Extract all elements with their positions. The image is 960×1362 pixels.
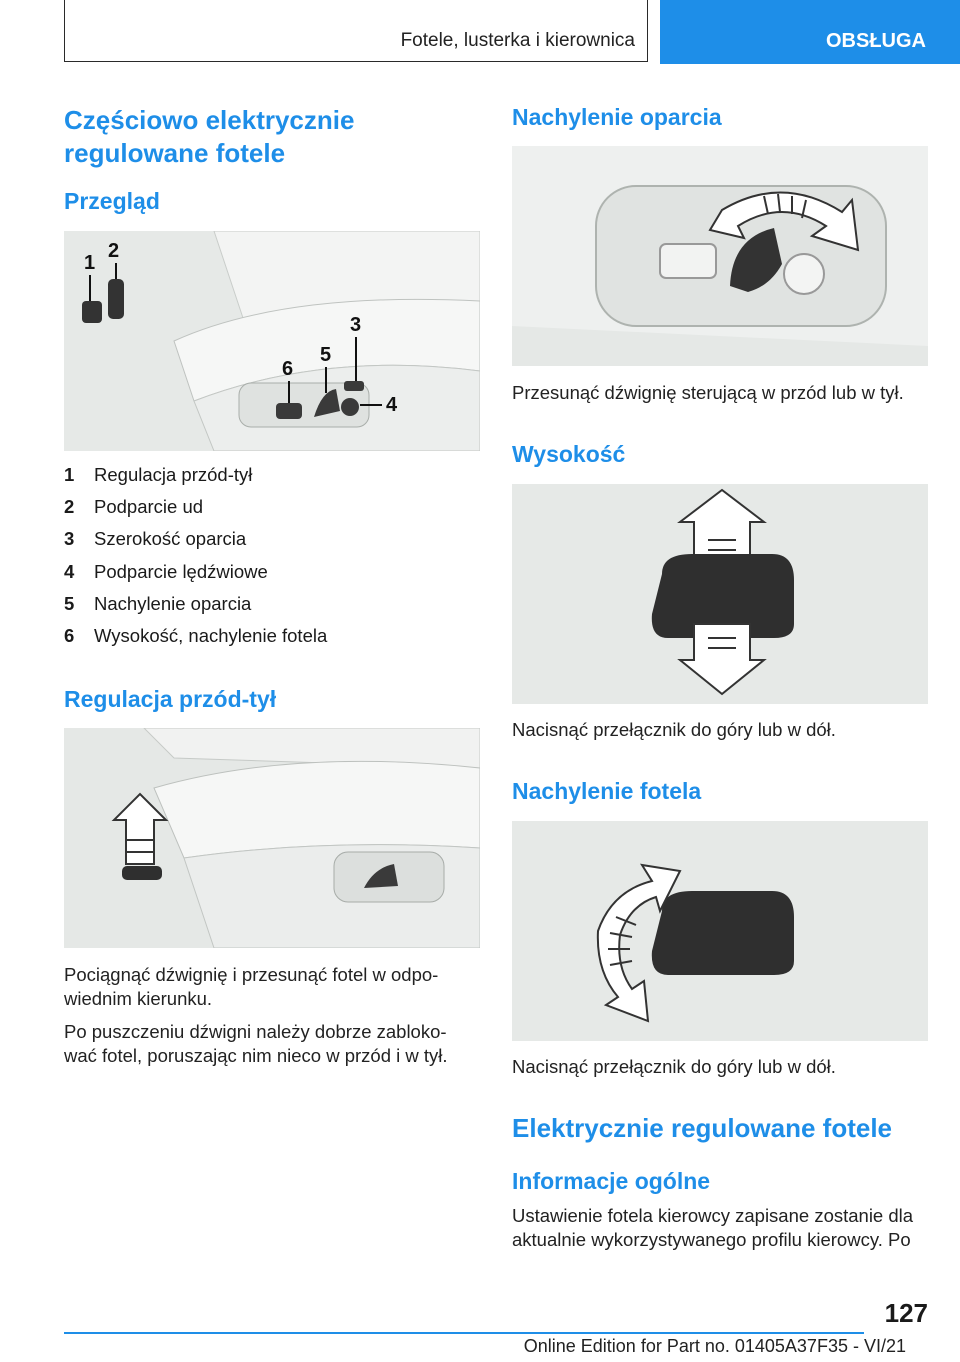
header-chapter-label: OBSŁUGA (826, 30, 926, 52)
callout-2: 2 (108, 240, 120, 262)
section-title (64, 104, 354, 170)
backrest-illustration (512, 146, 928, 366)
section-title-line2: regulowane fotele (64, 138, 286, 168)
callout-1: 1 (84, 252, 96, 274)
legend-label: Podparcie ud (94, 496, 204, 518)
callout-5: 5 (320, 344, 332, 366)
header-chapter-tab[interactable] (660, 0, 960, 64)
legend-number: 6 (64, 624, 75, 646)
height-caption: Nacisnąć przełącznik do góry lub w dół. (512, 719, 836, 740)
header-section-title: Fotele, lusterka i kierownica (400, 30, 635, 51)
general-info-paragraph (512, 1204, 932, 1252)
header-section-box (64, 0, 648, 62)
seat-overview-figure (64, 231, 480, 451)
fore-aft-paragraph-1 (64, 963, 480, 1011)
page-number: 127 (884, 1298, 928, 1328)
tilt-illustration (512, 821, 928, 1041)
legend-item (64, 561, 480, 593)
callout-6: 6 (282, 358, 294, 380)
legend-label: Podparcie lędźwiowe (94, 560, 268, 582)
general-info-heading: Informacje ogólne (512, 1168, 711, 1194)
overview-heading: Przegląd (64, 188, 160, 214)
backrest-caption: Przesunąć dźwignię sterującą w przód lub w tył. (512, 382, 904, 403)
overview-legend (64, 464, 480, 657)
backrest-heading: Nachylenie oparcia (512, 104, 722, 130)
height-heading: Wysokość (512, 441, 626, 467)
legend-number: 5 (64, 592, 75, 614)
height-figure (512, 484, 928, 704)
legend-number: 3 (64, 528, 75, 550)
height-illustration (512, 484, 928, 704)
backrest-figure (512, 146, 928, 366)
fore-aft-heading: Regulacja przód-tył (64, 686, 277, 712)
general-info-line2: aktualnie wykorzystywanego profilu kierowcy. Po (512, 1229, 911, 1250)
section-title-line1: Częściowo elektrycznie (64, 105, 355, 135)
general-info-line1: Ustawienie fotela kierowcy zapisane zostanie dla (512, 1205, 914, 1226)
legend-item (64, 625, 480, 657)
electric-heading: Elektrycznie regulowane fotele (512, 1113, 893, 1143)
fore-aft-p2-line1: Po puszczeniu dźwigni należy dobrze zabloko- (64, 1021, 447, 1042)
fore-aft-p1-line1: Pociągnąć dźwignię i przesunąć fotel w odpo- (64, 964, 439, 985)
callout-3: 3 (350, 314, 362, 336)
fore-aft-paragraph-2 (64, 1020, 480, 1068)
fore-aft-p2-line2: wać fotel, poruszając nim nieco w przód i w tył. (64, 1045, 448, 1066)
legend-number: 1 (64, 464, 75, 485)
legend-number: 2 (64, 496, 75, 518)
fore-aft-p1-line2: wiednim kierunku. (64, 988, 213, 1009)
legend-item (64, 528, 480, 560)
fore-aft-figure (64, 728, 480, 948)
legend-label: Wysokość, nachylenie fotela (94, 624, 328, 646)
seat-overview-illustration (64, 231, 480, 451)
legend-item (64, 496, 480, 528)
legend-label: Nachylenie oparcia (94, 592, 252, 614)
legend-item (64, 464, 480, 496)
legend-number: 4 (64, 560, 75, 582)
callout-4: 4 (386, 394, 398, 416)
legend-label: Szerokość oparcia (94, 528, 247, 550)
tilt-caption: Nacisnąć przełącznik do góry lub w dół. (512, 1056, 836, 1077)
footer-edition: Online Edition for Part no. 01405A37F35 - VI/21 (523, 1336, 906, 1356)
tilt-heading: Nachylenie fotela (512, 778, 702, 804)
fore-aft-illustration (64, 728, 480, 948)
tilt-figure (512, 821, 928, 1041)
footer-divider (64, 1332, 864, 1334)
legend-label: Regulacja przód-tył (94, 464, 253, 485)
legend-item (64, 593, 480, 625)
